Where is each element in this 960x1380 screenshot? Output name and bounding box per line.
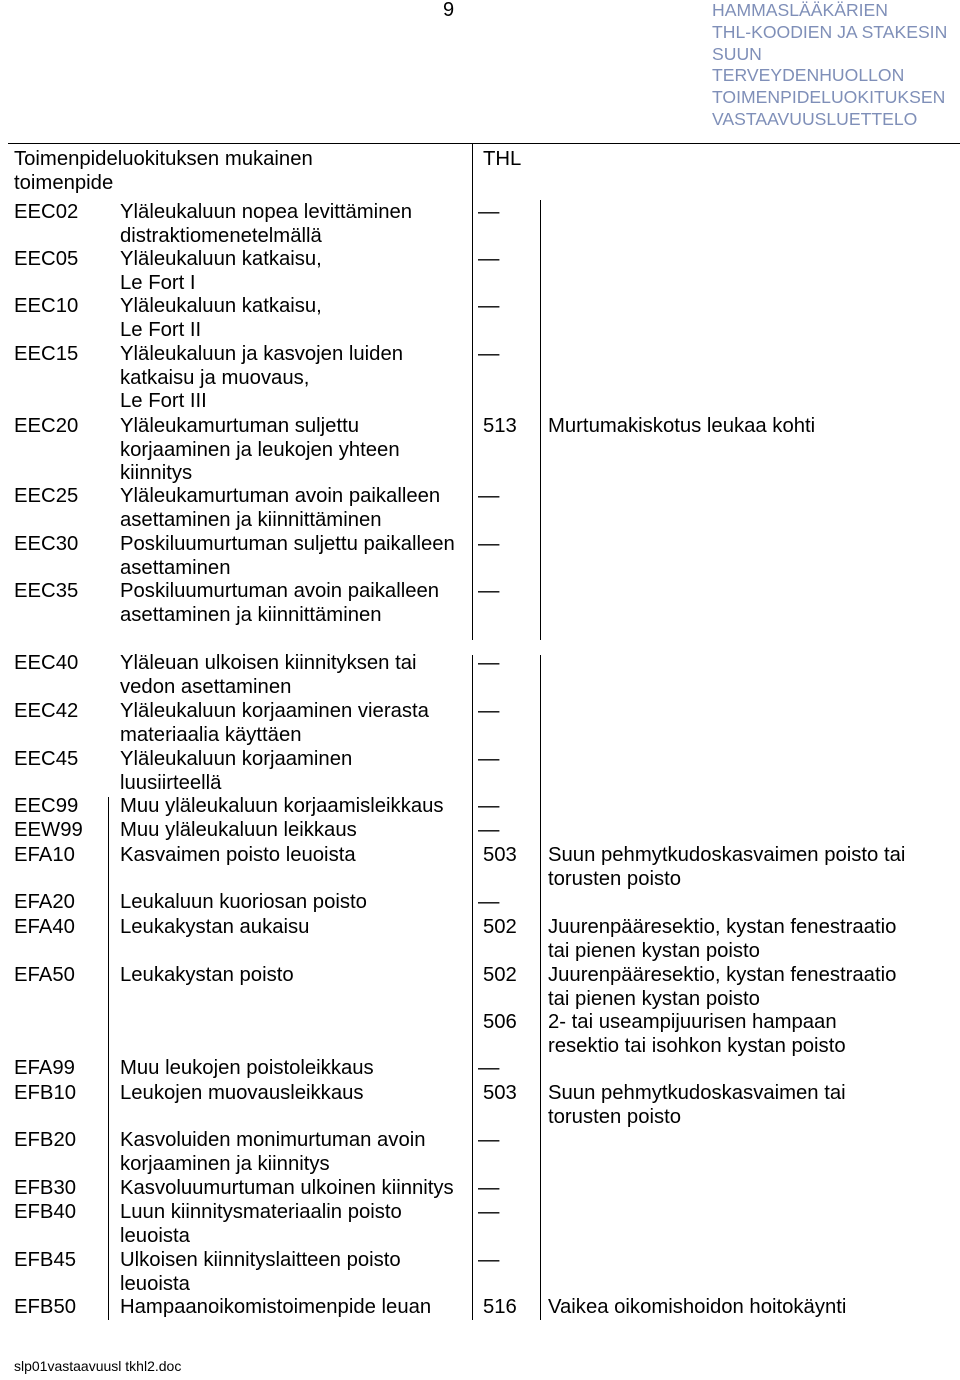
procedure-code: EFB20 [14,1129,77,1151]
procedure-name: Yläleukaluun katkaisu, Le Fort II [120,295,322,341]
procedure-code: EEC40 [14,652,79,674]
thl-code: – [478,819,500,841]
table-row [0,248,960,294]
header-line: THL-KOODIEN JA STAKESIN [712,21,948,42]
procedure-code: EEC25 [14,485,79,507]
thl-code: – [478,652,500,674]
table-row [0,1129,960,1175]
procedure-name: Ulkoisen kiinnityslaitteen poisto leuoista [120,1249,401,1295]
table-row [0,295,960,341]
thl-code: – [478,295,500,317]
table-top-rule [8,143,960,144]
procedure-name: Leukakystan aukaisu [120,916,310,938]
header-line: HAMMASLÄÄKÄRIEN [712,0,888,20]
procedure-name: Leukaluun kuoriosan poisto [120,891,367,913]
thl-code: – [478,533,500,555]
table-row [0,485,960,531]
column-header-thl: THL [483,148,522,170]
thl-code: 503 [483,844,517,866]
thl-code: 502 [483,964,517,986]
table-row [0,343,960,413]
procedure-name: Yläleukaluun korjaaminen vierasta materiaalia käyttäen [120,700,429,746]
thl-code: – [478,1129,500,1151]
thl-code: – [478,580,500,602]
table-row [0,1296,960,1320]
thl-description: Suun pehmytkudoskasvaimen tai torusten poisto [548,1082,846,1128]
procedure-name: Leukakystan poisto [120,964,294,986]
procedure-code: EEC15 [14,343,79,365]
table-row [0,580,960,626]
procedure-name: Poskiluumurtuman suljettu paikalleen asettaminen [120,533,455,579]
procedure-code: EEC02 [14,201,79,223]
procedure-code: EFA10 [14,844,75,866]
thl-code: – [478,1201,500,1223]
thl-code: – [478,201,500,223]
thl-code: – [478,795,500,817]
procedure-name: Muu yläleukaluun korjaamisleikkaus [120,795,444,817]
column-header-procedure: Toimenpideluokituksen mukainen toimenpide [14,148,313,194]
procedure-code: EEC99 [14,795,79,817]
procedure-name: Yläleukaluun nopea levittäminen distraktiomenetelmällä [120,201,413,247]
procedure-code: EEC42 [14,700,79,722]
procedure-code: EFA50 [14,964,75,986]
procedure-name: Muu yläleukaluun leikkaus [120,819,357,841]
thl-code: – [478,248,500,270]
procedure-name: Yläleukamurtuman suljettu korjaaminen ja leukojen yhteen kiinnitys [120,415,400,485]
document-header [712,0,947,131]
procedure-name: Kasvoluiden monimurtuman avoin korjaaminen ja kiinnitys [120,1129,426,1175]
thl-code: 516 [483,1296,517,1318]
table-row [0,891,960,915]
header-line: TOIMENPIDELUOKITUKSEN [712,87,946,108]
table-row [0,1177,960,1201]
thl-code: – [478,485,500,507]
table-header-row [0,148,960,194]
procedure-name: Muu leukojen poistoleikkaus [120,1057,374,1079]
header-line: TERVEYDENHUOLLON [712,65,905,86]
procedure-code: EFA99 [14,1057,75,1079]
thl-code: – [478,1249,500,1271]
thl-description: Vaikea oikomishoidon hoitokäynti [548,1296,847,1318]
table-row [0,415,960,485]
footer-filename: slp01vastaavuusl tkhl2.doc [14,1358,182,1374]
table-row [0,652,960,698]
table-row [0,844,960,890]
thl-code: – [478,1177,500,1199]
procedure-name: Leukojen muovausleikkaus [120,1082,364,1104]
procedure-name: Kasvoluumurtuman ulkoinen kiinnitys [120,1177,454,1199]
procedure-name: Yläleukamurtuman avoin paikalleen asettaminen ja kiinnittäminen [120,485,441,531]
table-row [0,201,960,247]
header-line: VASTAAVUUSLUETTELO [712,108,918,129]
procedure-name: Yläleukaluun korjaaminen luusiirteellä [120,748,353,794]
procedure-code: EEC10 [14,295,79,317]
table-row [0,795,960,819]
procedure-code: EFB40 [14,1201,77,1223]
procedure-name: Kasvaimen poisto leuoista [120,844,356,866]
thl-code: 503 [483,1082,517,1104]
thl-code: – [478,748,500,770]
procedure-name: Yläleukaluun ja kasvojen luiden katkaisu ja muovaus, Le Fort III [120,343,404,413]
procedure-code: EEC35 [14,580,79,602]
page-number: 9 [443,0,455,21]
procedure-code: EEC05 [14,248,79,270]
header-line: SUUN [712,43,762,64]
table-row [0,1201,960,1247]
procedure-name: Poskiluumurtuman avoin paikalleen asettaminen ja kiinnittäminen [120,580,440,626]
procedure-code: EFA20 [14,891,75,913]
thl-description: Suun pehmytkudoskasvaimen poisto tai torusten poisto [548,844,906,890]
procedure-code: EFB50 [14,1296,77,1318]
table-row [0,1057,960,1081]
procedure-code: EEC20 [14,415,79,437]
thl-code: – [478,1057,500,1079]
table-row [0,1249,960,1295]
thl-description: Juurenpääresektio, kystan fenestraatio tai pienen kystan poisto [548,916,897,962]
procedure-name: Luun kiinnitysmateriaalin poisto leuoista [120,1201,402,1247]
table-row [0,964,960,1057]
thl-code: 513 [483,415,517,437]
procedure-code: EFB30 [14,1177,77,1199]
table-row [0,700,960,746]
procedure-code: EFB10 [14,1082,77,1104]
thl-code: 506 [483,1011,517,1034]
thl-description: 2- tai useampijuurisen hampaan resektio tai isohkon kystan poisto [548,1011,846,1057]
table-row [0,1082,960,1128]
table-row [0,533,960,579]
procedure-code: EFA40 [14,916,75,938]
table-row [0,916,960,962]
thl-code: 502 [483,916,517,938]
procedure-code: EEC45 [14,748,79,770]
procedure-name: Yläleuan ulkoisen kiinnityksen tai vedon asettaminen [120,652,417,698]
thl-code: – [478,891,500,913]
procedure-code: EFB45 [14,1249,77,1271]
procedure-name: Hampaanoikomistoimenpide leuan [120,1296,432,1318]
procedure-name: Yläleukaluun katkaisu, Le Fort I [120,248,322,294]
procedure-code: EEW99 [14,819,83,841]
table-row [0,748,960,794]
thl-description: Juurenpääresektio, kystan fenestraatio tai pienen kystan poisto [548,964,897,1010]
thl-code: – [478,700,500,722]
procedure-code: EEC30 [14,533,79,555]
thl-code: – [478,343,500,365]
thl-description: Murtumakiskotus leukaa kohti [548,415,816,437]
table-row [0,819,960,843]
